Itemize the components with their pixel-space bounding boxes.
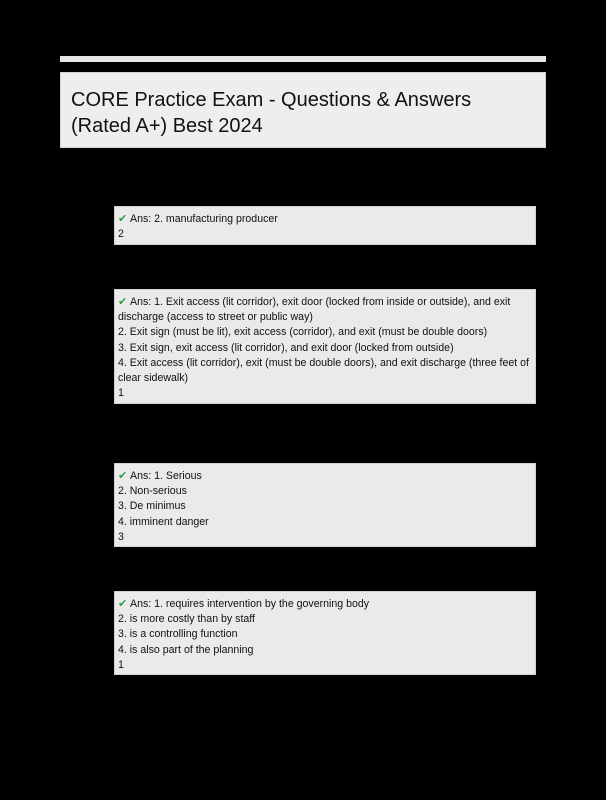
answer-line xyxy=(118,295,532,325)
answer-line: 3 xyxy=(118,530,124,543)
top-rule xyxy=(60,56,546,62)
answer-line: 1 xyxy=(118,658,124,671)
answer-box-1 xyxy=(114,206,536,245)
answer-line xyxy=(118,469,532,484)
answer-line: 2 xyxy=(118,228,124,241)
answer-line: 4. Exit access (lit corridor), exit (must be double doors), and exit discharge (three feet of clear sidewalk) xyxy=(118,356,529,385)
answer-line: 1 xyxy=(118,387,124,400)
answer-box-4 xyxy=(114,591,536,675)
answer-line: 4. is also part of the planning xyxy=(118,643,254,656)
answer-text: Ans: 1. requires intervention by the governing body xyxy=(130,598,370,610)
answer-line xyxy=(118,212,532,227)
check-icon: ✔ xyxy=(118,296,128,308)
answer-line: 3. Exit sign, exit access (lit corridor), and exit door (locked from outside) xyxy=(118,341,454,354)
answer-line: 2. is more costly than by staff xyxy=(118,613,255,626)
answer-text: Ans: 1. Exit access (lit corridor), exit door (locked from inside or outside), and exit discharge (access to street or public way) xyxy=(118,296,511,324)
answer-text: Ans: 2. manufacturing producer xyxy=(130,213,278,225)
answer-line: 2. Exit sign (must be lit), exit access (corridor), and exit (must be double doors) xyxy=(118,326,488,339)
answer-box-2 xyxy=(114,289,536,404)
answer-text: Ans: 1. Serious xyxy=(130,470,202,482)
answer-line: 4. imminent danger xyxy=(118,515,209,528)
title-box xyxy=(60,72,546,148)
answer-line xyxy=(118,597,532,612)
answer-line: 3. De minimus xyxy=(118,500,186,513)
answer-box-3 xyxy=(114,463,536,547)
check-icon: ✔ xyxy=(118,213,128,225)
check-icon: ✔ xyxy=(118,470,128,482)
check-icon: ✔ xyxy=(118,598,128,610)
answer-line: 2. Non-serious xyxy=(118,485,187,498)
page-title: CORE Practice Exam - Questions & Answers (Rated A+) Best 2024 xyxy=(71,89,472,137)
answer-line: 3. is a controlling function xyxy=(118,628,238,641)
